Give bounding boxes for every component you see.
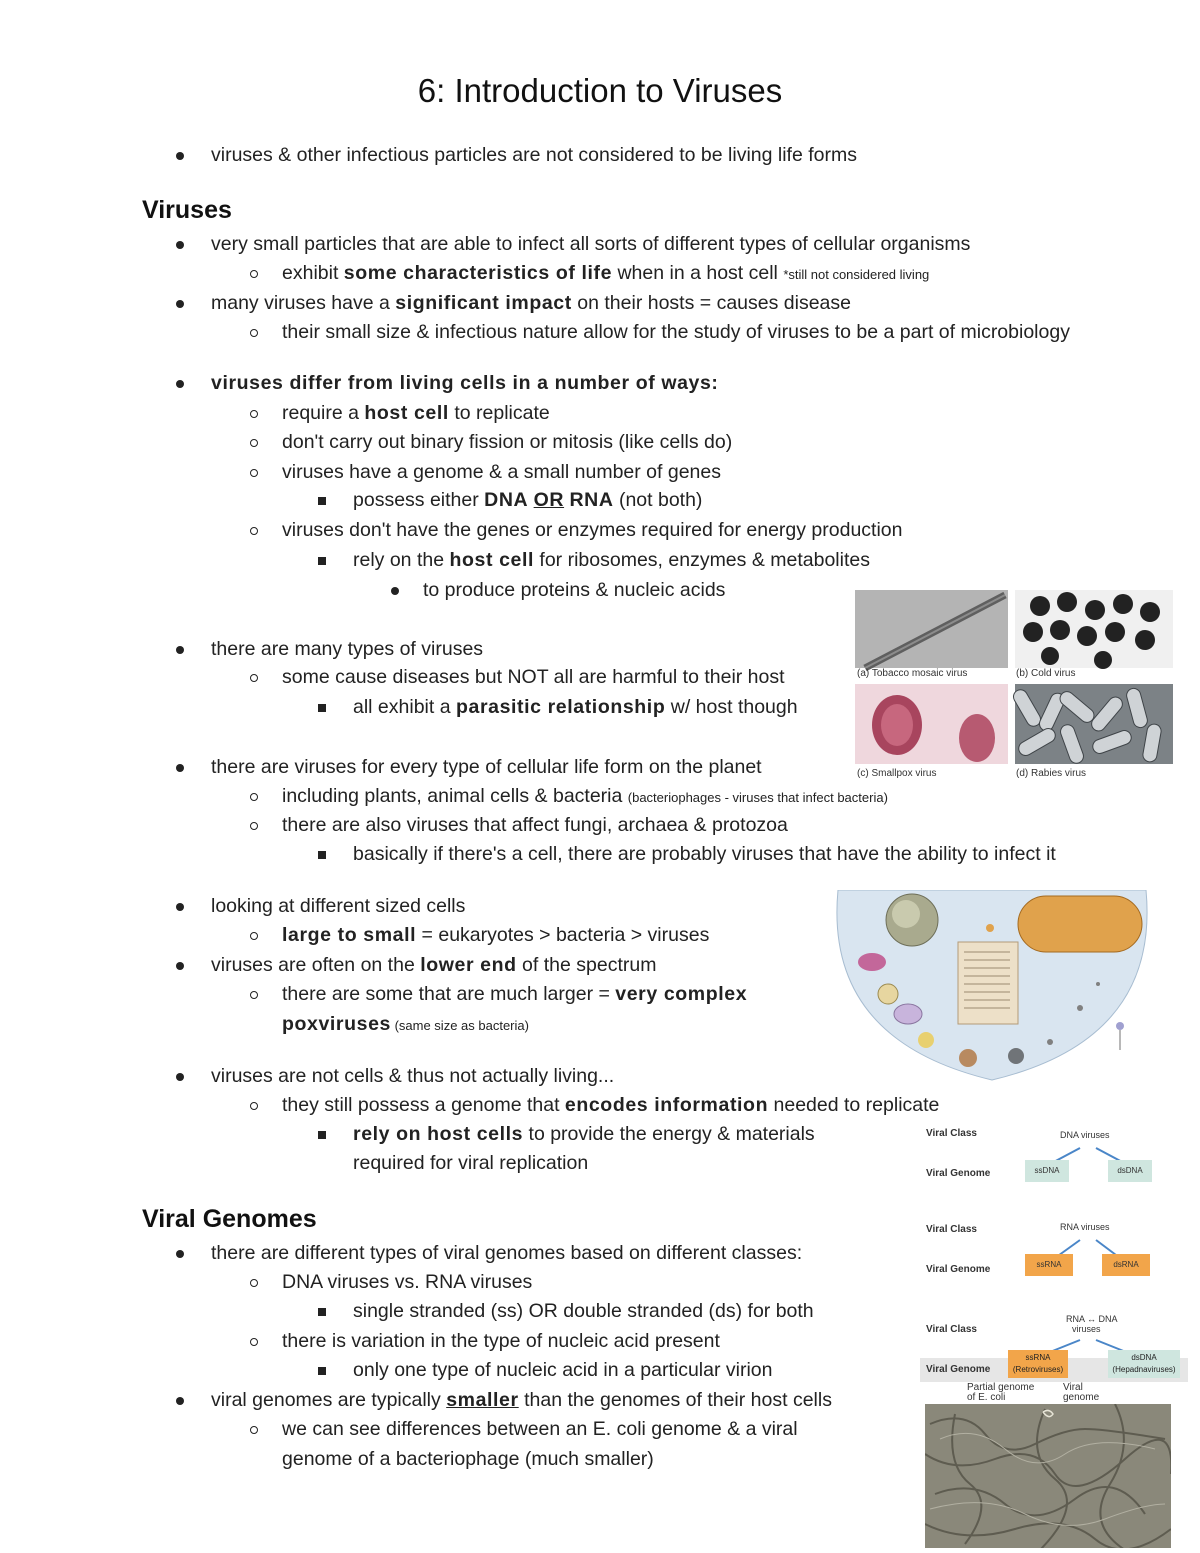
text-line: single stranded (ss) OR double stranded (ds) for both — [353, 1300, 814, 1322]
text-line: viruses are not cells & thus not actually living... — [211, 1065, 615, 1087]
box-dsrna: dsRNA — [1102, 1254, 1150, 1276]
bullet-icon — [176, 903, 184, 911]
text-line: viral genomes are typically smaller than the genomes of their host cells — [211, 1389, 832, 1411]
bullet-icon — [176, 380, 184, 388]
bullet-icon — [176, 646, 184, 654]
caption-tobacco-mosaic-virus: (a) Tobacco mosaic virus — [857, 668, 968, 679]
bullet-icon — [250, 822, 258, 830]
text-line: all exhibit a parasitic relationship w/ host though — [353, 696, 798, 718]
label-viral-class: Viral Class — [926, 1324, 977, 1335]
bullet-icon — [250, 932, 258, 940]
label-of-ecoli: of E. coli — [967, 1392, 1006, 1403]
bullet-icon — [176, 241, 184, 249]
label-partial-genome: Partial genome — [967, 1382, 1035, 1393]
caption-smallpox-virus: (c) Smallpox virus — [857, 768, 937, 779]
box-retroviruses-name: (Retroviruses) — [1012, 1365, 1064, 1374]
text-line: there are also viruses that affect fungi, archaea & protozoa — [282, 814, 788, 836]
bullet-icon — [318, 497, 326, 505]
micrograph-images — [855, 590, 1173, 782]
text-line: there are some that are much larger = very complex — [282, 983, 748, 1005]
bullet-icon — [250, 674, 258, 682]
bullet-icon — [176, 962, 184, 970]
bullet-icon — [176, 1073, 184, 1081]
box-hepadnaviruses-type: dsDNA — [1131, 1353, 1157, 1362]
bullet-icon — [250, 1102, 258, 1110]
text-line: possess either DNA OR RNA (not both) — [353, 489, 703, 511]
label-rna-dna-viruses: viruses — [1072, 1324, 1101, 1334]
bullet-icon — [250, 270, 258, 278]
caption-cold-virus: (b) Cold virus — [1016, 668, 1076, 679]
label-viral: Viral — [1063, 1382, 1083, 1393]
text-line: basically if there's a cell, there are probably viruses that have the ability to infect it — [353, 843, 1056, 865]
text-line: there are different types of viral genomes based on different classes: — [211, 1242, 803, 1264]
bullet-icon — [250, 991, 258, 999]
bullet-icon — [176, 764, 184, 772]
virus-micrographs-figure — [855, 590, 1173, 782]
label-dna-viruses: DNA viruses — [1060, 1130, 1110, 1140]
intro-text: viruses & other infectious particles are not considered to be living life forms — [211, 144, 857, 166]
text-line: there are viruses for every type of cellular life form on the planet — [211, 756, 762, 778]
bullet-icon — [250, 1426, 258, 1434]
text-line: looking at different sized cells — [211, 895, 466, 917]
text-line: viruses don't have the genes or enzymes required for energy production — [282, 519, 903, 541]
text-line: some cause diseases but NOT all are harmful to their host — [282, 666, 785, 688]
bullet-icon — [250, 1338, 258, 1346]
text-line: large to small = eukaryotes > bacteria > viruses — [282, 924, 710, 946]
bullet-icon — [250, 1279, 258, 1287]
text-line: only one type of nucleic acid in a particular virion — [353, 1359, 773, 1381]
text-line: genome of a bacteriophage (much smaller) — [282, 1448, 654, 1470]
box-dsdna: dsDNA — [1108, 1160, 1152, 1182]
bullet-icon — [318, 1367, 326, 1375]
viral-genome-classes-figure — [920, 1120, 1188, 1382]
label-genome: genome — [1063, 1392, 1100, 1403]
text-line: rely on host cells to provide the energy & materials — [353, 1123, 815, 1145]
bullet-icon — [391, 587, 399, 595]
text-line: require a host cell to replicate — [282, 402, 550, 424]
text-line: viruses have a genome & a small number of genes — [282, 461, 721, 483]
bullet-icon — [250, 527, 258, 535]
caption-rabies-virus: (d) Rabies virus — [1016, 768, 1087, 779]
label-viral-class: Viral Class — [926, 1128, 977, 1139]
bullet-icon — [250, 410, 258, 418]
text-line: we can see differences between an E. coli genome & a viral — [282, 1418, 798, 1440]
text-line: poxviruses (same size as bacteria) — [282, 1013, 529, 1035]
section-heading-viruses: Viruses — [142, 196, 232, 224]
cell-size-diagram — [830, 890, 1154, 1082]
page-title: 6: Introduction to Viruses — [417, 72, 783, 109]
box-ssrna: ssRNA — [1025, 1254, 1073, 1276]
bullet-icon — [318, 704, 326, 712]
text-line: exhibit some characteristics of life when in a host cell *still not considered living — [282, 262, 930, 284]
label-viral-genome: Viral Genome — [926, 1168, 991, 1179]
text-line: very small particles that are able to infect all sorts of different types of cellular organisms — [211, 233, 971, 255]
bullet-icon — [318, 557, 326, 565]
bullet-icon — [250, 469, 258, 477]
text-line: DNA viruses vs. RNA viruses — [282, 1271, 533, 1293]
text-line: don't carry out binary fission or mitosis (like cells do) — [282, 431, 733, 453]
bullet-icon — [318, 1131, 326, 1139]
bullet-icon — [318, 1308, 326, 1316]
box-ssdna: ssDNA — [1025, 1160, 1069, 1182]
text-line: required for viral replication — [353, 1152, 589, 1174]
bullet-icon — [176, 1250, 184, 1258]
bullet-icon — [250, 793, 258, 801]
bullet-icon — [250, 329, 258, 337]
text-line: their small size & infectious nature allow for the study of viruses to be a part of microbiology — [282, 321, 1070, 343]
text-line: rely on the host cell for ribosomes, enzymes & metabolites — [353, 549, 870, 571]
bullet-icon — [176, 152, 184, 160]
ecoli-viral-genome-figure — [925, 1382, 1171, 1548]
label-rna-dna: RNA ↔ DNA — [1066, 1314, 1118, 1324]
bullet-icon — [250, 439, 258, 447]
text-line: viruses are often on the lower end of the spectrum — [211, 954, 657, 976]
bullet-icon — [176, 1397, 184, 1405]
text-line: they still possess a genome that encodes information needed to replicate — [282, 1094, 940, 1116]
text-line: there is variation in the type of nucleic acid present — [282, 1330, 720, 1352]
box-retroviruses-type: ssRNA — [1025, 1353, 1051, 1362]
box-hepadnaviruses-name: (Hepadnaviruses) — [1112, 1365, 1176, 1374]
text-line: including plants, animal cells & bacteria (bacteriophages - viruses that infect bacteria) — [282, 785, 888, 807]
bullet-icon — [318, 851, 326, 859]
label-viral-class: Viral Class — [926, 1224, 977, 1235]
box-retroviruses — [1008, 1350, 1068, 1378]
text-line: many viruses have a significant impact on their hosts = causes disease — [211, 292, 851, 314]
label-rna-viruses: RNA viruses — [1060, 1222, 1110, 1232]
label-viral-genome: Viral Genome — [926, 1264, 991, 1275]
bullet-icon — [176, 300, 184, 308]
text-line: viruses differ from living cells in a number of ways: — [211, 372, 719, 394]
cell-size-comparison-figure — [830, 890, 1154, 1082]
label-viral-genome: Viral Genome — [926, 1364, 991, 1375]
genome-micrograph — [925, 1404, 1171, 1548]
box-hepadnaviruses — [1108, 1350, 1180, 1378]
text-line: to produce proteins & nucleic acids — [423, 579, 726, 601]
text-line: there are many types of viruses — [211, 638, 484, 660]
section-heading-viral-genomes: Viral Genomes — [142, 1205, 317, 1233]
